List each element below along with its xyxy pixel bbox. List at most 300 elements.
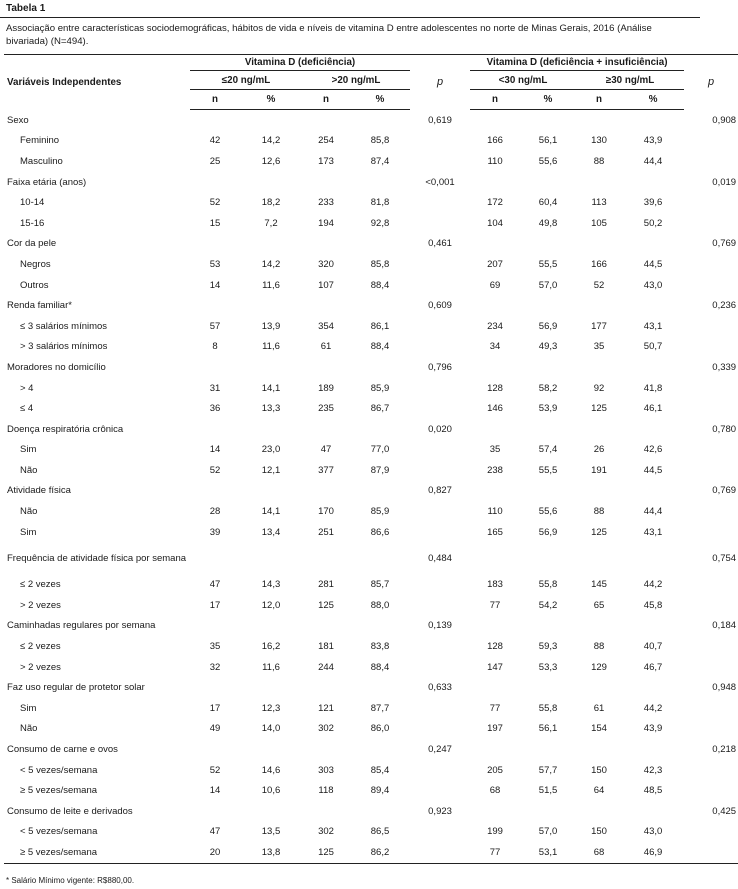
n-insuf-high: 92 — [593, 382, 605, 394]
category-label: > 3 salários mínimos — [20, 341, 108, 353]
n-def-low: 17 — [209, 599, 221, 611]
pct-insuf-high: 48,5 — [643, 785, 663, 797]
pct-insuf-low: 53,3 — [538, 661, 558, 673]
category-label: ≥ 5 vezes/semana — [20, 785, 98, 797]
n-def-low: 32 — [209, 661, 221, 673]
pct-def-high: 88,4 — [370, 279, 390, 291]
pct-def-high: 88,4 — [370, 661, 390, 673]
n-insuf-low: 128 — [487, 382, 503, 394]
pct-def-high: 85,4 — [370, 764, 390, 776]
p-value-deficiency: 0,609 — [428, 300, 452, 312]
category-row — [4, 131, 738, 152]
n-insuf-low: 205 — [487, 764, 503, 776]
n-insuf-high: 150 — [591, 764, 607, 776]
variable-label: Doença respiratória crônica — [7, 423, 124, 435]
p-value-insufficiency: 0,184 — [712, 620, 737, 632]
pct-def-low: 11,6 — [262, 661, 280, 673]
pct-insuf-high: 43,1 — [643, 526, 663, 538]
variable-label: Consumo de carne e ovos — [7, 744, 118, 756]
pct-def-high: 87,9 — [370, 464, 390, 476]
p-value-deficiency: 0,484 — [428, 552, 452, 564]
n-insuf-high: 145 — [591, 579, 607, 591]
p-value-insufficiency: 0,948 — [712, 682, 737, 694]
pct-insuf-high: 45,8 — [643, 599, 663, 611]
n-def-high: 170 — [318, 506, 334, 518]
pct-insuf-low: 57,0 — [538, 826, 558, 838]
category-row — [4, 719, 738, 740]
pct-def-low: 18,2 — [261, 197, 281, 209]
variable-label: Moradores no domicílio — [7, 361, 106, 373]
n-insuf-high: 130 — [591, 135, 607, 147]
category-row — [4, 822, 738, 843]
p-value-insufficiency: 0,236 — [712, 300, 737, 312]
pct-insuf-high: 44,2 — [643, 702, 663, 714]
pct-insuf-low: 57,0 — [538, 279, 558, 291]
pct-insuf-low: 55,6 — [538, 506, 558, 518]
pct-def-high: 86,5 — [370, 826, 390, 838]
n-insuf-low: 69 — [489, 279, 501, 291]
n-insuf-high: 88 — [593, 155, 605, 167]
category-label: > 4 — [20, 382, 34, 394]
n-header: n — [576, 90, 622, 110]
category-row — [4, 636, 738, 657]
pct-def-high: 89,4 — [370, 785, 390, 797]
n-insuf-high: 64 — [593, 785, 605, 797]
n-def-high: 173 — [318, 155, 334, 167]
n-insuf-high: 88 — [593, 641, 605, 653]
p-value-deficiency: 0,633 — [428, 682, 452, 694]
pct-insuf-high: 44,2 — [643, 579, 663, 591]
n-def-low: 52 — [209, 197, 221, 209]
pct-insuf-low: 49,3 — [538, 341, 558, 353]
category-row — [4, 213, 738, 234]
pct-def-low: 7,2 — [264, 217, 278, 229]
category-row — [4, 595, 738, 616]
n-insuf-low: 238 — [487, 464, 503, 476]
table-caption: Associação entre características sociodemográficas, hábitos de vida e níveis de vitamina D entre adolescentes no norte de Minas Gerais, 2016 (Análise bivariada) (N=494). — [6, 23, 652, 47]
pct-def-high: 86,1 — [370, 320, 390, 332]
n-def-high: 377 — [318, 464, 334, 476]
category-label: Outros — [20, 279, 49, 291]
n-insuf-low: 197 — [487, 723, 503, 735]
category-label: Masculino — [20, 155, 63, 167]
pct-insuf-low: 56,9 — [538, 320, 558, 332]
n-def-low: 14 — [209, 279, 221, 291]
n-insuf-high: 125 — [591, 403, 607, 415]
n-def-low: 28 — [209, 506, 221, 518]
g1-sub2-header: >20 ng/mL — [302, 71, 410, 90]
n-def-low: 47 — [209, 826, 221, 838]
pct-def-low: 14,2 — [261, 258, 281, 270]
category-row — [4, 192, 738, 213]
n-def-high: 125 — [302, 842, 350, 863]
category-row — [4, 378, 738, 399]
pct-def-high: 86,7 — [370, 403, 390, 415]
variable-row — [4, 234, 738, 255]
pct-def-low: 13,3 — [261, 403, 281, 415]
pct-header: % — [240, 90, 302, 110]
n-insuf-low: 77 — [489, 599, 501, 611]
n-def-high: 244 — [318, 661, 334, 673]
pct-def-high: 92,8 — [370, 217, 390, 229]
category-label: 15-16 — [20, 217, 45, 229]
variable-label: Frequência de atividade física por semana — [7, 552, 187, 564]
pct-def-low: 12,3 — [261, 702, 281, 714]
n-def-low: 47 — [209, 579, 221, 591]
g1-sub1-header: ≤20 ng/mL — [190, 71, 302, 90]
footnote: * Salário Mínimo vigente: R$880,00. — [6, 876, 135, 885]
group1-header: Vitamina D (deficiência) — [190, 55, 410, 71]
pct-def-low: 16,2 — [261, 641, 281, 653]
pct-insuf-low: 55,8 — [538, 702, 558, 714]
variable-label: Faixa etária (anos) — [7, 176, 87, 188]
p-value-insufficiency: 0,769 — [712, 485, 737, 497]
pct-def-low: 14,6 — [261, 764, 281, 776]
variable-row — [4, 801, 738, 822]
n-insuf-high: 166 — [591, 258, 607, 270]
pct-def-low: 13,9 — [261, 320, 281, 332]
n-def-high: 281 — [318, 579, 334, 591]
pct-def-low: 14,2 — [261, 135, 281, 147]
category-row — [4, 460, 738, 481]
pct-insuf-low: 56,1 — [538, 135, 558, 147]
pct-insuf-low: 55,8 — [538, 579, 558, 591]
pct-header: % — [520, 90, 576, 110]
category-label: > 2 vezes — [20, 661, 61, 673]
pct-insuf-high: 43,1 — [643, 320, 663, 332]
p-header-1: p — [410, 55, 470, 110]
category-label: Sim — [20, 444, 37, 456]
n-insuf-low: 199 — [487, 826, 503, 838]
n-insuf-low: 147 — [487, 661, 503, 673]
n-insuf-low: 234 — [487, 320, 503, 332]
category-row — [4, 698, 738, 719]
n-def-high: 303 — [318, 764, 334, 776]
pct-insuf-low: 53,1 — [520, 842, 576, 863]
pct-def-high: 87,4 — [370, 155, 390, 167]
n-insuf-high: 154 — [591, 723, 607, 735]
category-label: Sim — [20, 526, 37, 538]
pct-def-low: 14,0 — [261, 723, 281, 735]
p-value-deficiency: 0,020 — [428, 423, 452, 435]
n-insuf-low: 166 — [487, 135, 503, 147]
p-value-deficiency: <0,001 — [425, 176, 455, 188]
pct-def-high: 88,0 — [370, 599, 390, 611]
variable-row — [4, 110, 738, 131]
category-row — [4, 657, 738, 678]
category-row — [4, 440, 738, 461]
variable-row — [4, 542, 738, 574]
category-row — [4, 337, 738, 358]
category-label: < 5 vezes/semana — [20, 764, 98, 776]
n-def-low: 49 — [209, 723, 221, 735]
n-def-low: 39 — [209, 526, 221, 538]
category-label: ≤ 3 salários mínimos — [20, 320, 108, 332]
n-def-low: 15 — [209, 217, 221, 229]
p-value-deficiency: 0,827 — [428, 485, 452, 497]
pct-def-low: 13,4 — [261, 526, 281, 538]
pct-insuf-high: 50,7 — [643, 341, 663, 353]
pct-def-high: 85,8 — [370, 135, 390, 147]
n-def-low: 42 — [209, 135, 221, 147]
n-def-low: 14 — [209, 785, 221, 797]
n-insuf-low: 35 — [489, 444, 501, 456]
p-value-deficiency: 0,796 — [428, 361, 452, 373]
n-def-high: 235 — [318, 403, 334, 415]
n-insuf-low: 172 — [487, 197, 503, 209]
variable-row — [4, 172, 738, 193]
p-value-deficiency: 0,139 — [428, 620, 452, 632]
category-label: Sim — [20, 702, 37, 714]
pct-insuf-high: 44,5 — [643, 464, 663, 476]
category-label: ≤ 2 vezes — [20, 641, 61, 653]
pct-insuf-high: 44,4 — [643, 506, 663, 518]
n-insuf-high: 35 — [593, 341, 605, 353]
n-def-low: 14 — [209, 444, 221, 456]
n-def-low: 52 — [209, 464, 221, 476]
category-row — [4, 398, 738, 419]
n-insuf-high: 129 — [591, 661, 607, 673]
variable-label: Atividade física — [7, 485, 71, 497]
pct-insuf-low: 54,2 — [538, 599, 558, 611]
category-label: Não — [20, 464, 38, 476]
pct-insuf-low: 56,1 — [538, 723, 558, 735]
p-value-insufficiency: 0,019 — [712, 176, 737, 188]
pct-insuf-low: 58,2 — [538, 382, 558, 394]
p-value-insufficiency: 0,425 — [712, 805, 737, 817]
n-def-low: 35 — [209, 641, 221, 653]
pct-insuf-high: 46,9 — [622, 842, 684, 863]
pct-insuf-high: 46,1 — [643, 403, 663, 415]
n-insuf-high: 68 — [576, 842, 622, 863]
n-def-high: 189 — [318, 382, 334, 394]
variable-label: Cor da pele — [7, 238, 57, 250]
n-def-high: 320 — [318, 258, 334, 270]
pct-insuf-low: 55,6 — [538, 155, 558, 167]
n-insuf-high: 52 — [593, 279, 605, 291]
category-row — [4, 522, 738, 543]
category-row — [4, 842, 738, 863]
p-value-deficiency: 0,923 — [428, 805, 452, 817]
pct-def-high: 87,7 — [370, 702, 390, 714]
results-table — [4, 54, 738, 864]
pct-insuf-high: 42,6 — [643, 444, 663, 456]
pct-def-low: 14,3 — [261, 579, 281, 591]
pct-insuf-high: 40,7 — [643, 641, 663, 653]
n-def-high: 118 — [318, 785, 334, 797]
n-def-low: 17 — [209, 702, 221, 714]
pct-def-low: 23,0 — [261, 444, 281, 456]
variable-label: Caminhadas regulares por semana — [7, 620, 156, 632]
variable-row — [4, 481, 738, 502]
pct-def-high: 85,8 — [370, 258, 390, 270]
pct-header: % — [622, 90, 684, 110]
category-label: Não — [20, 723, 38, 735]
g2-sub1-header: <30 ng/mL — [470, 71, 576, 90]
pct-def-high: 86,2 — [350, 842, 410, 863]
n-insuf-high: 26 — [593, 444, 605, 456]
n-def-high: 354 — [318, 320, 334, 332]
n-insuf-high: 191 — [591, 464, 607, 476]
variable-row — [4, 357, 738, 378]
pct-def-high: 85,9 — [370, 506, 390, 518]
pct-insuf-high: 46,7 — [643, 661, 663, 673]
variable-row — [4, 616, 738, 637]
p-value-deficiency: 0,619 — [428, 114, 452, 126]
n-insuf-low: 128 — [487, 641, 503, 653]
n-insuf-low: 110 — [487, 506, 503, 518]
pct-def-high: 81,8 — [370, 197, 390, 209]
category-row — [4, 574, 738, 595]
category-row — [4, 760, 738, 781]
category-label: Feminino — [20, 135, 60, 147]
n-insuf-low: 34 — [489, 341, 501, 353]
pct-insuf-low: 51,5 — [538, 785, 558, 797]
pct-header: % — [350, 90, 410, 110]
n-insuf-low: 68 — [489, 785, 501, 797]
n-def-high: 302 — [318, 723, 334, 735]
pct-def-low: 13,8 — [240, 842, 302, 863]
pct-def-high: 85,7 — [370, 579, 390, 591]
p-value-deficiency: 0,247 — [428, 744, 452, 756]
pct-insuf-high: 43,9 — [643, 135, 663, 147]
pct-insuf-high: 43,9 — [643, 723, 663, 735]
pct-insuf-high: 44,5 — [643, 258, 663, 270]
n-def-low: 36 — [209, 403, 221, 415]
p-value-insufficiency: 0,339 — [712, 361, 737, 373]
pct-def-high: 88,4 — [370, 341, 390, 353]
pct-def-low: 12,6 — [261, 155, 281, 167]
n-insuf-low: 110 — [487, 155, 503, 167]
category-label: Não — [20, 506, 38, 518]
pct-def-low: 12,1 — [261, 464, 281, 476]
pct-insuf-low: 60,4 — [538, 197, 558, 209]
n-def-low: 53 — [209, 258, 221, 270]
n-def-high: 107 — [318, 279, 334, 291]
variable-row — [4, 419, 738, 440]
category-label: Negros — [20, 258, 51, 270]
p-value-insufficiency: 0,908 — [712, 114, 737, 126]
n-def-high: 181 — [318, 641, 334, 653]
pct-insuf-low: 57,4 — [538, 444, 558, 456]
pct-insuf-low: 57,7 — [538, 764, 558, 776]
n-insuf-high: 105 — [591, 217, 607, 229]
table-label: Tabela 1 — [0, 0, 700, 18]
pct-insuf-high: 50,2 — [643, 217, 663, 229]
n-insuf-high: 177 — [591, 320, 607, 332]
category-row — [4, 275, 738, 296]
pct-def-low: 11,6 — [262, 341, 280, 353]
n-header: n — [190, 90, 240, 110]
pct-insuf-low: 55,5 — [538, 464, 558, 476]
category-label: ≥ 5 vezes/semana — [4, 842, 190, 863]
n-def-high: 121 — [318, 702, 334, 714]
pct-insuf-low: 55,5 — [538, 258, 558, 270]
pct-def-low: 14,1 — [261, 506, 281, 518]
variable-label: Sexo — [7, 114, 29, 126]
variable-label: Consumo de leite e derivados — [7, 805, 133, 817]
category-label: ≤ 4 — [20, 403, 34, 415]
n-insuf-high: 125 — [591, 526, 607, 538]
n-insuf-low: 165 — [487, 526, 503, 538]
n-def-high: 302 — [318, 826, 334, 838]
p-value-insufficiency: 0,754 — [712, 552, 737, 564]
n-insuf-low: 183 — [487, 579, 503, 591]
n-insuf-high: 61 — [593, 702, 605, 714]
pct-insuf-low: 49,8 — [538, 217, 558, 229]
p-value-insufficiency: 0,769 — [712, 238, 737, 250]
category-label: 10-14 — [20, 197, 45, 209]
pct-insuf-high: 44,4 — [643, 155, 663, 167]
pct-def-high: 77,0 — [370, 444, 390, 456]
pct-def-low: 14,1 — [261, 382, 281, 394]
g2-sub2-header: ≥30 ng/mL — [576, 71, 684, 90]
category-row — [4, 316, 738, 337]
pct-insuf-high: 42,3 — [643, 764, 663, 776]
group2-header: Vitamina D (deficiência + insuficiência) — [470, 55, 684, 71]
n-def-high: 233 — [318, 197, 334, 209]
table-body — [4, 110, 738, 864]
category-label: < 5 vezes/semana — [20, 826, 98, 838]
n-def-low: 25 — [209, 155, 221, 167]
n-def-low: 31 — [209, 382, 221, 394]
n-def-low: 20 — [190, 842, 240, 863]
n-insuf-low: 207 — [487, 258, 503, 270]
n-def-low: 52 — [209, 764, 221, 776]
pct-def-high: 83,8 — [370, 641, 390, 653]
p-value-insufficiency: 0,780 — [712, 423, 737, 435]
pct-def-low: 11,6 — [262, 279, 280, 291]
n-def-high: 194 — [318, 217, 334, 229]
n-insuf-high: 150 — [591, 826, 607, 838]
n-insuf-low: 104 — [487, 217, 503, 229]
category-label: ≤ 2 vezes — [20, 579, 61, 591]
variable-label: Faz uso regular de protetor solar — [7, 682, 145, 694]
n-insuf-low: 146 — [487, 403, 503, 415]
pct-def-low: 12,0 — [261, 599, 281, 611]
n-insuf-high: 113 — [591, 197, 607, 209]
pct-def-high: 85,9 — [370, 382, 390, 394]
variable-row — [4, 295, 738, 316]
n-def-low: 8 — [212, 341, 218, 353]
variable-label: Renda familiar* — [7, 300, 72, 312]
n-header: n — [302, 90, 350, 110]
p-value-insufficiency: 0,218 — [712, 744, 737, 756]
category-row — [4, 151, 738, 172]
p-header-2: p — [684, 55, 738, 110]
n-insuf-low: 77 — [470, 842, 520, 863]
n-def-low: 57 — [209, 320, 221, 332]
n-insuf-high: 88 — [593, 506, 605, 518]
n-def-high: 125 — [318, 599, 334, 611]
n-def-high: 61 — [320, 341, 332, 353]
category-label: > 2 vezes — [20, 599, 61, 611]
pct-def-low: 10,6 — [261, 785, 281, 797]
n-def-high: 47 — [320, 444, 332, 456]
pct-def-low: 13,5 — [261, 826, 281, 838]
n-def-high: 254 — [318, 135, 334, 147]
n-insuf-high: 65 — [593, 599, 605, 611]
pct-insuf-high: 43,0 — [643, 826, 663, 838]
variable-row — [4, 677, 738, 698]
pct-insuf-low: 53,9 — [538, 403, 558, 415]
n-insuf-low: 77 — [489, 702, 501, 714]
pct-insuf-low: 59,3 — [538, 641, 558, 653]
n-header: n — [470, 90, 520, 110]
p-value-deficiency: 0,461 — [428, 238, 452, 250]
pct-insuf-high: 43,0 — [643, 279, 663, 291]
category-row — [4, 780, 738, 801]
